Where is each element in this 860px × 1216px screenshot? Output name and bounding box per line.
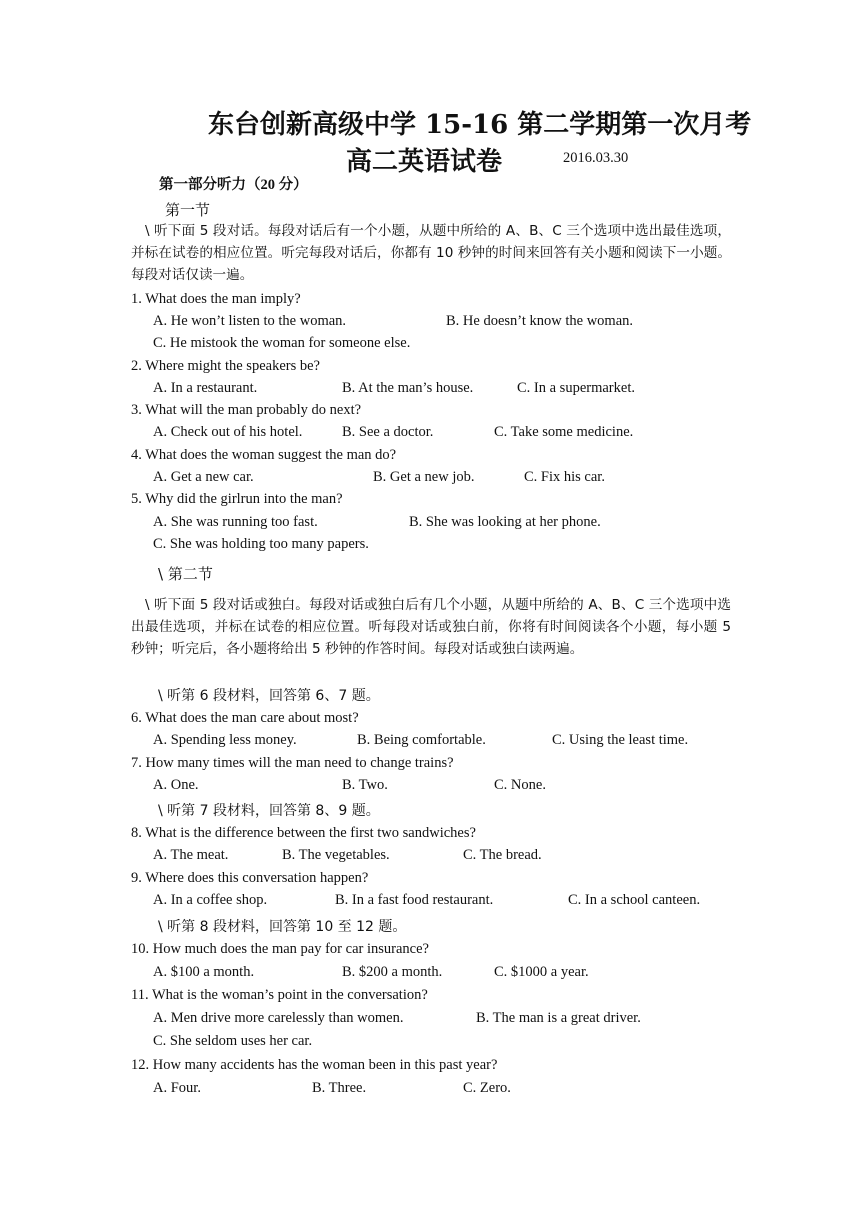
q3-option-c: C. Take some medicine. (494, 424, 634, 440)
section1-instructions: \ 听下面 5 段对话。每段对话后有一个小题，从题中所给的 A、B、C 三个选项中选出最佳选项，并标在试卷的相应位置。听完每段对话后，你都有 10 秒钟的时间来回答有关小题和阅读下一小题。每段对话仅读一遍。 (131, 223, 731, 283)
material8-instruction: \ 听第 8 段材料，回答第 10 至 12 题。 (158, 919, 407, 935)
q3-option-a: A. Check out of his hotel. (153, 424, 303, 440)
q11-option-b: B. The man is a great driver. (476, 1010, 641, 1026)
q2-option-b: B. At the man’s house. (342, 380, 474, 396)
q5-stem: 5. Why did the girlrun into the man? (131, 491, 343, 507)
q2-stem: 2. Where might the speakers be? (131, 358, 320, 374)
part1-heading: 第一部分听力（20 分） (159, 177, 308, 193)
section1-heading: 第一节 (165, 201, 211, 219)
q8-option-b: B. The vegetables. (282, 847, 390, 863)
q8-stem: 8. What is the difference between the first two sandwiches? (131, 825, 476, 841)
q4-option-a: A. Get a new car. (153, 469, 254, 485)
q9-option-a: A. In a coffee shop. (153, 892, 268, 908)
q9-option-b: B. In a fast food restaurant. (335, 892, 494, 908)
q6-option-a: A. Spending less money. (153, 732, 297, 748)
q5-option-b: B. She was looking at her phone. (409, 514, 601, 530)
section2-instructions: \ 听下面 5 段对话或独白。每段对话或独白后有几个小题，从题中所给的 A、B、C 三个选项中选出最佳选项，并标在试卷的相应位置。听每段对话或独白前，你将有时间阅读各个小题，每小题 5 秒钟；听完后，各小题将给出 5 秒钟的作答时间。每段对话或独白读两遍。 (131, 597, 731, 657)
q5-option-a: A. She was running too fast. (153, 514, 318, 530)
exam-date: 2016.03.30 (563, 150, 629, 166)
exam-title: 东台创新高级中学 15-16 第二学期第一次月考 (208, 110, 752, 140)
q7-stem: 7. How many times will the man need to change trains? (131, 755, 454, 771)
q7-option-b: B. Two. (342, 777, 388, 793)
q4-option-c: C. Fix his car. (524, 469, 605, 485)
q8-option-c: C. The bread. (463, 847, 542, 863)
q11-stem: 11. What is the woman’s point in the conversation? (131, 987, 428, 1003)
exam-subtitle: 高二英语试卷 (346, 147, 503, 177)
section2-heading: \ 第二节 (158, 565, 213, 583)
q6-option-b: B. Being comfortable. (357, 732, 486, 748)
q2-option-a: A. In a restaurant. (153, 380, 258, 396)
q4-option-b: B. Get a new job. (373, 469, 475, 485)
q1-option-a: A. He won’t listen to the woman. (153, 313, 347, 329)
q1-option-b: B. He doesn’t know the woman. (446, 313, 633, 329)
q9-option-c: C. In a school canteen. (568, 892, 701, 908)
q10-option-a: A. $100 a month. (153, 964, 255, 980)
q12-option-a: A. Four. (153, 1080, 201, 1096)
q6-stem: 6. What does the man care about most? (131, 710, 359, 726)
q11-option-c: C. She seldom uses her car. (153, 1033, 313, 1049)
q9-stem: 9. Where does this conversation happen? (131, 870, 369, 886)
q1-stem: 1. What does the man imply? (131, 291, 301, 307)
q3-stem: 3. What will the man probably do next? (131, 402, 362, 418)
q3-option-b: B. See a doctor. (342, 424, 434, 440)
q7-option-c: C. None. (494, 777, 546, 793)
q12-option-b: B. Three. (312, 1080, 367, 1096)
q10-option-b: B. $200 a month. (342, 964, 443, 980)
q11-option-a: A. Men drive more carelessly than women. (153, 1010, 404, 1026)
q10-stem: 10. How much does the man pay for car insurance? (131, 941, 429, 957)
q4-stem: 4. What does the woman suggest the man do? (131, 447, 397, 463)
q1-option-c: C. He mistook the woman for someone else. (153, 335, 411, 351)
q12-option-c: C. Zero. (463, 1080, 511, 1096)
q6-option-c: C. Using the least time. (552, 732, 689, 748)
material6-instruction: \ 听第 6 段材料，回答第 6、7 题。 (158, 688, 380, 704)
material7-instruction: \ 听第 7 段材料，回答第 8、9 题。 (158, 803, 380, 819)
q5-option-c: C. She was holding too many papers. (153, 536, 369, 552)
q10-option-c: C. $1000 a year. (494, 964, 589, 980)
q2-option-c: C. In a supermarket. (517, 380, 635, 396)
q12-stem: 12. How many accidents has the woman been in this past year? (131, 1057, 498, 1073)
q8-option-a: A. The meat. (153, 847, 229, 863)
q7-option-a: A. One. (153, 777, 199, 793)
